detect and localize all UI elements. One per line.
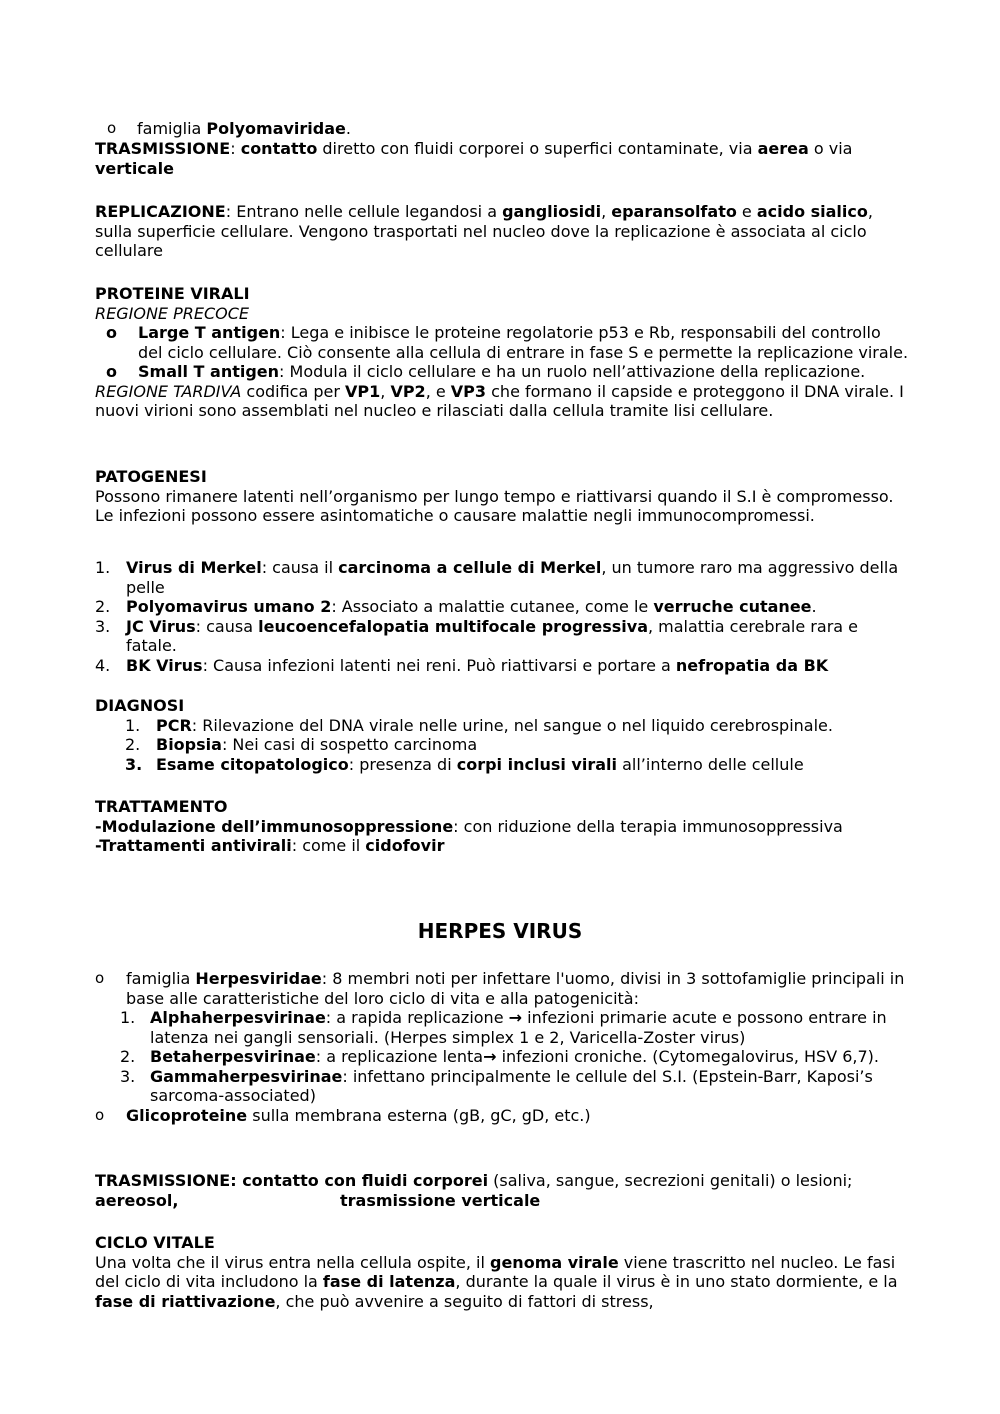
arrow-icon: →: [483, 1047, 497, 1066]
list-item: o Large T antigen: Lega e inibisce le proteine regolatorie p53 e Rb, responsabili del controllo del ciclo cellulare. Ciò consente alla cellula di entrare in fase S e permette la replicazione virale.: [106, 323, 909, 362]
diagnosi-section: [95, 696, 910, 774]
patogenesi-section: [95, 467, 910, 526]
herpes-family-bullet: [95, 969, 910, 1125]
bullet-marker: o: [107, 119, 117, 137]
list-item: o Small T antigen: Modula il ciclo cellulare e ha un ruolo nell’attivazione della replicazione.: [106, 362, 866, 381]
herpes-trasmissione: TRASMISSIONE: contatto con fluidi corporei (saliva, sangue, secrezioni genitali) o lesioni; aereosol, trasmissione verticale: [95, 1171, 853, 1210]
trasmissione-paragraph: TRASMISSIONE: contatto diretto con fluidi corporei o superfici contaminate, via aerea o via verticale: [95, 139, 853, 178]
ciclo-vitale-text: Una volta che il virus entra nella cellula ospite, il genoma virale viene trascritto nel nucleo. Le fasi del ciclo di vita includono la fase di latenza, durante la quale il virus è in uno stato dormiente, e la fase di riattivazione, che può avvenire a seguito di fattori di stress,: [95, 1252, 898, 1311]
list-item: 4. BK Virus: Causa infezioni latenti nei reni. Può riattivarsi e portare a nefropatia da BK: [95, 655, 829, 675]
trattamento-line: -Modulazione dell’immunosoppressione: con riduzione della terapia immunosoppressiva: [95, 816, 843, 836]
section-heading: TRASMISSIONE: [95, 139, 231, 158]
patogenesi-text: Possono rimanere latenti nell’organismo per lungo tempo e riattivarsi quando il S.I è compromesso. Le infezioni possono essere asintomatiche o causare malattie negli immunocompromessi.: [95, 486, 894, 525]
patogenesi-list: [95, 558, 910, 675]
list-item: 3. Esame citopatologico: presenza di corpi inclusi virali all’interno delle cellule: [125, 754, 804, 774]
list-item: 1. PCR: Rilevazione del DNA virale nelle urine, nel sangue o nel liquido cerebrospinale.: [125, 715, 833, 735]
trattamento-line: -Trattamenti antivirali: come il cidofovir: [95, 836, 445, 855]
list-item: 3. Gammaherpesvirinae: infettano principalmente le cellule del S.I. (Epstein-Barr, Kaposi’s sarcoma-associated): [120, 1066, 873, 1105]
list-item: 1. Alphaherpesvirinae: a rapida replicazione → infezioni primarie acute e possono entrare in latenza nei gangli sensoriali. (Herpes simplex 1 e 2, Varicella-Zoster virus): [120, 1008, 887, 1047]
arrow-icon: →: [508, 1008, 523, 1027]
list-item: 3. JC Virus: causa leucoencefalopatia multifocale progressiva, malattia cerebrale rara e fatale.: [95, 616, 858, 655]
list-item: 2. Polyomavirus umano 2: Associato a malattie cutanee, come le verruche cutanee.: [95, 597, 817, 616]
intro-text: famiglia Polyomaviridae.: [137, 119, 351, 138]
section-heading: PATOGENESI: [95, 467, 207, 486]
section-heading: REPLICAZIONE: [95, 202, 226, 221]
ciclo-vitale-section: [95, 1233, 910, 1311]
list-item: o Glicoproteine sulla membrana esterna (gB, gC, gD, etc.): [95, 1105, 591, 1125]
list-item: o famiglia Herpesviridae: 8 membri noti per infettare l'uomo, divisi in 3 sottofamiglie principali in base alle caratteristiche del loro ciclo di vita e alla patogenicità:: [95, 969, 905, 1008]
replicazione-paragraph: REPLICAZIONE: Entrano nelle cellule legandosi a gangliosidi, eparansolfato e acido sialico, sulla superficie cellulare. Vengono trasportati nel nucleo dove la replicazione è associata al ciclo cellulare: [95, 202, 873, 260]
list-item: 2. Biopsia: Nei casi di sospetto carcinoma: [125, 735, 478, 754]
section-heading: TRATTAMENTO: [95, 797, 228, 816]
list-item: 2. Betaherpesvirinae: a replicazione lenta→ infezioni croniche. (Cytomegalovirus, HSV 6,7).: [120, 1047, 879, 1066]
regione-tardiva-paragraph: REGIONE TARDIVA codifica per VP1, VP2, e VP3 che formano il capside e proteggono il DNA virale. I nuovi virioni sono assemblati nel nucleo e rilasciati dalla cellula tramite lisi cellulare.: [95, 381, 904, 420]
section-heading: DIAGNOSI: [95, 696, 185, 715]
proteine-section: [95, 284, 910, 421]
regione-precoce-label: REGIONE PRECOCE: [95, 303, 250, 323]
list-item: 1. Virus di Merkel: causa il carcinoma a cellule di Merkel, un tumore raro ma aggressivo della pelle: [95, 558, 899, 597]
section-heading: PROTEINE VIRALI: [95, 284, 250, 303]
page-title: HERPES VIRUS: [417, 919, 583, 943]
section-heading: CICLO VITALE: [95, 1233, 215, 1252]
trattamento-section: [95, 797, 910, 856]
